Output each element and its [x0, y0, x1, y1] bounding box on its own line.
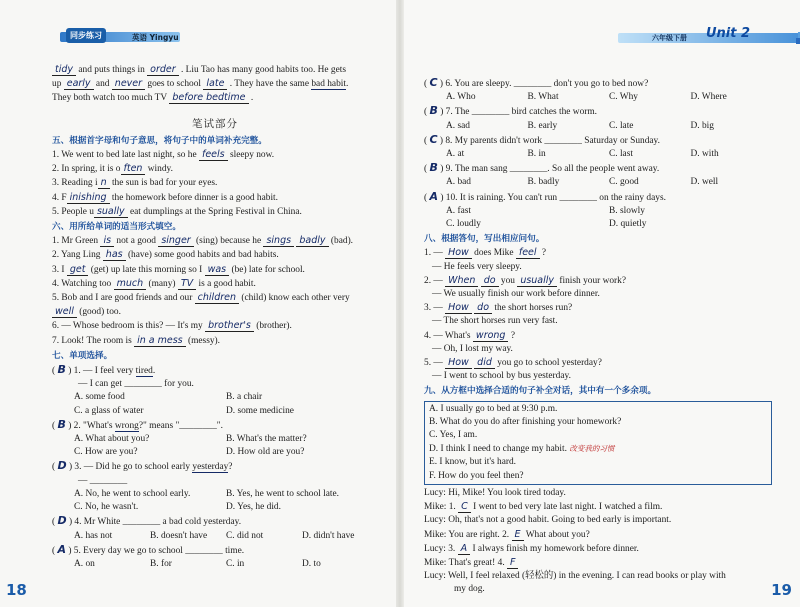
intro-text: They both watch too much TV	[52, 93, 170, 104]
mc-question: ( B ) 9. The man sang ________. So all the people went away.	[424, 161, 660, 175]
handwritten-answer: How	[445, 302, 472, 314]
dialog-text: my dog.	[454, 584, 485, 595]
circled-answer: B	[57, 363, 66, 377]
item-text: the homework before dinner is a good habit.	[109, 192, 279, 203]
handwritten-answer: wrong	[473, 330, 509, 342]
item-text: ?	[508, 330, 515, 341]
item-text: you go to school yesterday?	[494, 358, 602, 369]
question-text: 4. Mr White ________ a bad cold yesterday.	[74, 517, 242, 528]
intro-text: . They have the same	[227, 79, 312, 90]
option: C. did not	[226, 530, 264, 541]
option: A. at	[446, 149, 465, 160]
question-text: ?" means "________".	[138, 420, 223, 431]
unit-header	[618, 28, 800, 46]
item-text: 2. —	[424, 275, 446, 286]
dialog-text: Mike: You are right. 2.	[424, 529, 512, 540]
option: D. some medicine	[226, 405, 294, 416]
intro-text: and puts things in	[76, 65, 148, 75]
item-text: sleepy now.	[227, 150, 275, 161]
option: B. What	[527, 92, 559, 103]
mc-question: ( B ) 2. "What's wrong?" means "________".	[52, 417, 223, 431]
options	[52, 530, 378, 543]
handwritten-answer: feel	[516, 247, 540, 259]
circled-answer: A	[57, 542, 66, 556]
intro-text: .	[248, 93, 254, 104]
box-option-text: E. I know, but it's hard.	[429, 457, 517, 468]
box-option	[429, 403, 767, 416]
answer-line: — Oh, I lost my way.	[432, 343, 513, 354]
box-option-text: F. How do you feel then?	[429, 470, 524, 481]
item-text: 4. — What's	[424, 330, 473, 341]
options	[424, 205, 772, 231]
dialog-text: What about you?	[523, 529, 590, 540]
handwritten-answer: ften	[121, 163, 146, 175]
intro-text: goes to school	[145, 79, 204, 90]
box-option	[429, 442, 767, 456]
item-text: 4. F	[52, 192, 67, 203]
fill-item	[52, 162, 378, 176]
box-option	[429, 416, 767, 429]
form-item	[52, 263, 378, 277]
handwritten-answer: children	[195, 292, 239, 304]
option: B. in	[527, 149, 546, 160]
handwritten-answer: was	[205, 264, 230, 276]
question-text: 7. The ________ bird catches the worm.	[445, 107, 598, 118]
handwritten-answer: get	[67, 264, 89, 276]
handwritten-answer: tidy	[52, 64, 76, 76]
handwritten-answer: do	[481, 275, 499, 287]
grade-label: 六年级下册	[652, 34, 687, 42]
option: D. to	[302, 558, 321, 569]
item-text: 3. Reading i	[52, 178, 98, 189]
item-text: 3. —	[424, 303, 446, 314]
answer-line: — We usually finish our work before dinner.	[432, 289, 600, 300]
option: A. No, he went to school early.	[74, 488, 191, 499]
option: B. doesn't have	[150, 530, 208, 541]
option: D. Where	[690, 92, 727, 103]
option: B. a chair	[226, 392, 263, 403]
books-icon	[794, 26, 800, 46]
option: B. early	[527, 120, 558, 131]
book-gutter	[396, 0, 404, 607]
handwritten-answer: F	[507, 557, 518, 569]
dialog-line	[424, 500, 772, 514]
box-option-text: D. I think I need to change my habit.	[429, 444, 567, 455]
handwritten-answer: never	[112, 78, 145, 90]
handwritten-answer: When	[445, 275, 478, 287]
options	[52, 391, 378, 417]
question-text: ?	[228, 462, 233, 473]
options	[52, 433, 378, 459]
intro-text: bad habit	[311, 79, 346, 90]
option: D. with	[690, 149, 719, 160]
brand-header	[60, 28, 180, 46]
handwritten-answer: badly	[296, 235, 328, 247]
item-text: ?	[539, 248, 547, 259]
option: A. sad	[446, 120, 470, 131]
section-6-title: 六、用所给单词的适当形式填空。	[52, 222, 181, 233]
underlined-word: wrong	[114, 420, 139, 431]
handwritten-answer: sings	[263, 235, 294, 247]
item-text: (sing) because he	[193, 236, 264, 247]
item-text: (many)	[146, 278, 178, 289]
option: C. in	[226, 558, 245, 569]
handwritten-answer: How	[445, 247, 472, 259]
left-page	[0, 0, 396, 607]
question-text: .	[152, 366, 156, 377]
answer-line: — I went to school by bus yesterday.	[432, 371, 571, 382]
dialog-text: Lucy: Oh, that's not a good habit. Going to bed early is important.	[424, 515, 672, 526]
question-text: 6. You are sleepy. ________ don't you go to bed now?	[445, 79, 649, 89]
handwritten-answer: How	[445, 357, 472, 369]
circled-answer: C	[429, 76, 438, 89]
circled-answer: B	[429, 161, 438, 175]
mc-question: ( A ) 5. Every day we go to school ________ time.	[52, 542, 245, 556]
item-text: 5. Bob and I are good friends and our	[52, 293, 195, 304]
page-number-left: 18	[6, 580, 27, 599]
option: D. well	[690, 177, 719, 188]
circled-answer: D	[57, 459, 67, 473]
option: C. a glass of water	[74, 405, 144, 416]
option: A. What about you?	[74, 434, 150, 445]
section-8-title: 八、根据答句，写出相应问句。	[424, 234, 545, 245]
options	[424, 120, 772, 133]
item-text: (brother).	[253, 321, 292, 332]
mc-question: ( C ) 6. You are sleepy. ________ don't you go to bed now?	[424, 76, 649, 89]
dialog-line	[424, 570, 772, 583]
right-page	[404, 0, 800, 607]
handwritten-answer: early	[64, 78, 94, 90]
option: A. on	[74, 558, 95, 569]
dialog-text: Lucy: Hi, Mike! You look tired today.	[424, 487, 566, 498]
answer-line: — The short horses run very fast.	[432, 316, 558, 327]
circled-answer: B	[57, 417, 66, 431]
item-text: (have) some good habits and bad habits.	[125, 250, 279, 261]
handwritten-answer: well	[52, 306, 77, 318]
item-text: 6. — Whose bedroom is this? — It's my	[52, 321, 206, 332]
handwritten-answer: C	[458, 501, 471, 513]
intro-line	[52, 91, 378, 105]
handwritten-answer: order	[147, 64, 179, 76]
options	[52, 488, 378, 514]
item-text: 5. —	[424, 358, 446, 369]
dialog-line	[424, 542, 772, 556]
left-body	[52, 63, 378, 571]
option: D. big	[690, 120, 714, 131]
item-text: you	[498, 275, 518, 286]
handwritten-answer: has	[103, 249, 126, 261]
handwritten-answer: in a mess	[134, 335, 186, 347]
item-text: (be) late for school.	[229, 264, 305, 275]
dialog-text: I always finish my homework before dinner.	[470, 543, 639, 554]
mc-question: ( A ) 10. It is raining. You can't run ________ on the rainy days.	[424, 189, 666, 203]
options-box	[424, 401, 772, 485]
item-text: 1. Mr Green	[52, 236, 101, 247]
box-option	[429, 429, 767, 442]
brand-subject: 英语 Yingyu	[132, 33, 179, 42]
dialog-text: Lucy: Well, I feel relaxed (轻松的) in the evening. I can read books or play with	[424, 571, 726, 582]
question-text: 5. Every day we go to school ________ time.	[73, 545, 245, 556]
item-text: does Mike	[471, 248, 516, 259]
option: D. didn't have	[302, 530, 355, 541]
question-line	[424, 274, 772, 288]
dialog-line	[424, 528, 772, 542]
box-option-text: B. What do you do after finishing your homework?	[429, 416, 622, 427]
question-text: 1. — I feel very	[73, 366, 136, 377]
item-text: 1. —	[424, 248, 446, 259]
options	[424, 148, 772, 161]
option: C. late	[609, 120, 634, 131]
dialog-line	[424, 583, 772, 596]
question-followup: — I can get ________ for you.	[78, 379, 194, 390]
section-7-title: 七、单项选择。	[52, 350, 113, 361]
dialog-text: Mike: That's great! 4.	[424, 557, 508, 568]
underlined-word: yesterday	[192, 462, 229, 473]
option: D. How old are you?	[226, 447, 305, 458]
option: A. fast	[446, 205, 471, 216]
option: A. bad	[446, 177, 471, 188]
option: C. loudly	[446, 219, 481, 230]
box-option-text: C. Yes, I am.	[429, 430, 478, 441]
item-text: (bad).	[328, 236, 354, 247]
option: B. What's the matter?	[226, 434, 307, 445]
handwritten-answer: E	[512, 529, 524, 541]
handwritten-answer: is	[100, 235, 114, 247]
intro-text: and	[93, 79, 112, 90]
option: B. Yes, he went to school late.	[226, 488, 340, 499]
circled-answer: A	[429, 189, 438, 203]
question-text: 3. — Did he go to school early	[74, 462, 193, 473]
unit-label: Unit 2	[706, 26, 751, 41]
item-text: 2. Yang Ling	[52, 250, 103, 261]
handwritten-answer: singer	[158, 235, 193, 247]
dialog-line	[424, 556, 772, 570]
intro-line	[52, 77, 378, 91]
option: B. for	[150, 558, 172, 569]
option: D. Yes, he did.	[226, 502, 281, 513]
form-item	[52, 305, 378, 319]
form-item	[52, 277, 378, 291]
question-line	[424, 329, 772, 343]
item-text: 5. People u	[52, 206, 94, 217]
option: D. quietly	[609, 219, 647, 230]
item-text: not a good	[114, 236, 159, 247]
option: B. badly	[527, 177, 560, 188]
option: A. some food	[74, 392, 125, 403]
item-text: 7. Look! The room is	[52, 335, 135, 346]
question-text: 8. My parents didn't work ________ Saturday or Sunday.	[445, 135, 660, 146]
question-text: 9. The man sang ________. So all the people went away.	[445, 164, 660, 175]
item-text: (child) know each other very	[239, 293, 350, 304]
mc-question: ( D ) 4. Mr White ________ a bad cold yesterday.	[52, 514, 242, 528]
circled-answer: B	[429, 104, 438, 118]
handwritten-answer: inishing	[67, 192, 110, 204]
mc-question: ( B ) 7. The ________ bird catches the worm.	[424, 104, 598, 118]
written-section-heading: 笔试部分	[192, 118, 238, 130]
options	[424, 91, 772, 104]
fill-item	[52, 205, 378, 219]
option: C. No, he wasn't.	[74, 502, 139, 513]
fill-item	[52, 176, 378, 190]
handwritten-answer: n	[98, 177, 110, 189]
item-text: 4. Watching too	[52, 278, 114, 289]
handwritten-answer: sually	[94, 206, 128, 218]
item-text: windy.	[145, 164, 173, 175]
mc-question: ( B ) 1. — I feel very tired.	[52, 363, 156, 377]
option: C. How are you?	[74, 447, 138, 458]
handwritten-answer: late	[203, 78, 227, 90]
handwritten-answer: before bedtime	[169, 92, 248, 104]
box-option	[429, 470, 767, 483]
page-number-right: 19	[771, 580, 792, 599]
option: A. Who	[446, 92, 476, 103]
right-body	[424, 76, 772, 597]
handwritten-answer: did	[474, 357, 495, 369]
item-text: 3. I	[52, 264, 67, 275]
intro-text: . Liu Tao has many good habits too. He gets	[178, 65, 347, 75]
question-text: 2. "What's	[73, 420, 115, 431]
form-item	[52, 319, 378, 333]
handwritten-answer: do	[474, 302, 492, 314]
brand-logo: 同步练习	[66, 28, 106, 43]
box-option-text: A. I usually go to bed at 9:30 p.m.	[429, 403, 558, 414]
handwritten-answer: brother's	[205, 320, 254, 332]
handwritten-answer: A	[458, 543, 471, 555]
form-item	[52, 291, 378, 305]
item-text: 1. We went to bed late last night, so he	[52, 150, 199, 161]
item-text: (get) up late this morning so I	[88, 264, 205, 275]
section-5-title: 五、根据首字母和句子意思，将句子中的单词补充完整。	[52, 135, 267, 146]
form-item	[52, 248, 378, 262]
answer-line: — He feels very sleepy.	[432, 261, 522, 272]
item-text: (good) too.	[76, 307, 121, 318]
item-text: is a good habit.	[196, 278, 256, 289]
dialog-text: I went to bed very late last night. I watched a film.	[470, 502, 663, 513]
item-text: (messy).	[185, 335, 221, 346]
form-item	[52, 234, 378, 248]
option: B. slowly	[609, 205, 645, 216]
underlined-word: tired	[135, 366, 153, 377]
circled-answer: D	[57, 514, 67, 528]
handwritten-note: 改变我的习惯	[569, 444, 615, 454]
option: A. has not	[74, 530, 113, 541]
intro-text: .	[345, 79, 349, 90]
options	[424, 176, 772, 189]
item-text: the short horses run?	[492, 303, 573, 314]
section-9-title: 九、从方框中选择合适的句子补全对话，其中有一个多余项。	[424, 386, 657, 397]
options	[52, 558, 378, 571]
item-text: 2. In spring, it is o	[52, 164, 121, 175]
handwritten-answer: TV	[178, 278, 196, 290]
intro-line	[52, 63, 378, 77]
mc-question: ( C ) 8. My parents didn't work ________ Saturday or Sunday.	[424, 132, 660, 146]
circled-answer: C	[429, 132, 438, 146]
option: C. Why	[609, 92, 638, 103]
handwritten-answer: much	[114, 278, 147, 290]
handwritten-answer: feels	[199, 149, 228, 161]
question-line	[424, 246, 772, 260]
item-text: finish your work?	[557, 275, 627, 286]
fill-item	[52, 191, 378, 205]
option: C. last	[609, 149, 633, 160]
item-text: the sun is bad for your eyes.	[109, 178, 218, 189]
question-followup: — ________	[78, 475, 128, 486]
handwritten-answer: usually	[517, 275, 557, 287]
question-line	[424, 356, 772, 370]
dialog-text: Mike: 1.	[424, 502, 459, 513]
intro-text: up	[52, 79, 64, 90]
option: C. good	[609, 177, 639, 188]
mc-question: ( D ) 3. — Did he go to school early yesterday?	[52, 459, 233, 473]
question-line	[424, 301, 772, 315]
dialog-line	[424, 487, 772, 500]
dialog-text: Lucy: 3.	[424, 543, 458, 554]
box-option	[429, 456, 767, 469]
dialog-line	[424, 514, 772, 527]
question-text: 10. It is raining. You can't run ________ on the rainy days.	[445, 192, 666, 203]
form-item	[52, 334, 378, 348]
item-text: eat dumplings at the Spring Festival in China.	[127, 206, 302, 217]
fill-item	[52, 148, 378, 162]
